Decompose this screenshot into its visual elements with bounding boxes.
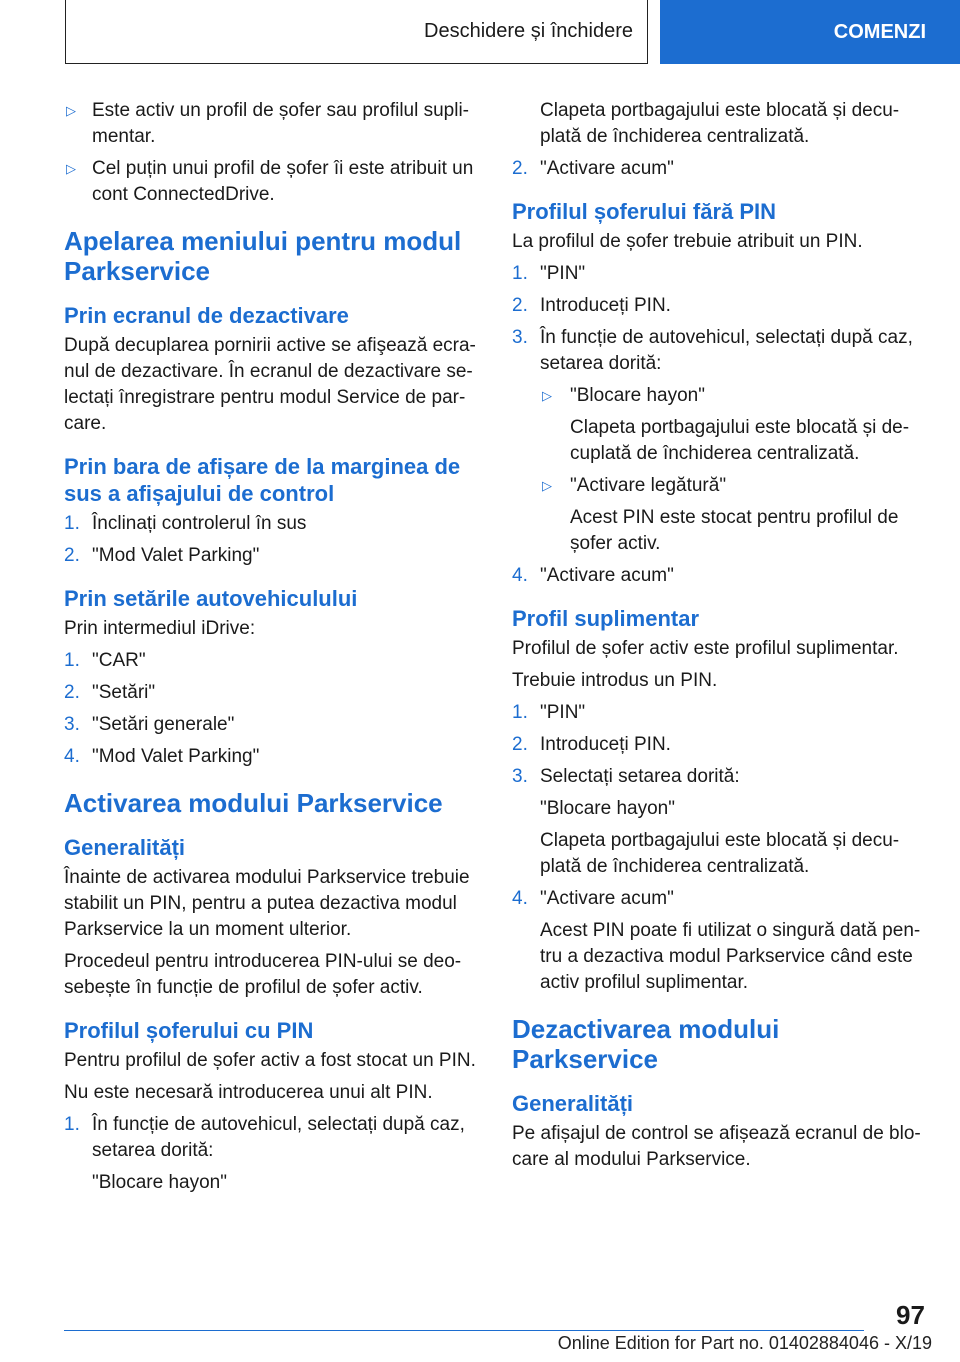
list-item [512,732,926,758]
list-item-text: "Activare acum" [540,888,674,909]
section-heading: Activarea modului Parkservice [64,788,443,818]
subsection-heading: Profil suplimentar [512,606,700,631]
list-number: 2. [512,158,528,179]
list-item-text: "Activare acum" [540,565,674,586]
list-number: 3. [512,766,528,787]
list-item-text: "PIN" [540,702,586,723]
paragraph: Trebuie introdus un PIN. [512,670,718,691]
list-item [512,261,926,287]
list-item [512,700,926,726]
subsection-heading: Profilul șoferului fără PIN [512,199,777,224]
list-number: 1. [64,1114,80,1135]
list-item-text: Introduceți PIN. [540,295,671,316]
list-subitem-detail: Clapeta portbagajului este blocată și decu-plată de închiderea centralizată. [540,830,900,877]
triangle-bullet-icon: ▷ [66,103,76,118]
header-section-label: Deschidere și închidere [424,20,633,42]
paragraph: Prin intermediul iDrive: [64,618,256,639]
paragraph: Înainte de activarea modului Parkservice trebuie stabilit un PIN, pentru a putea dezactiva modul Parkservice la un moment ulterior. [64,867,470,940]
list-continuation: Clapeta portbagajului este blocată și decu-plată de închiderea centralizată. [540,100,900,147]
paragraph: Nu este necesară introducerea unui alt PIN. [64,1082,433,1103]
list-subitem-detail: Acest PIN este stocat pentru profilul de șofer activ. [570,507,899,554]
list-item-text: "Mod Valet Parking" [92,746,260,767]
list-item [64,543,478,569]
right-column [512,98,926,1179]
footer-divider [64,1330,864,1331]
list-item [512,563,926,589]
list-item-text: Cel puțin unui profil de șofer îi este atribuit un cont ConnectedDrive. [92,158,474,205]
list-item [64,744,478,770]
list-item [512,293,926,319]
header-section-tab [65,0,648,64]
list-item-text: "Mod Valet Parking" [92,545,260,566]
list-item-text: "Activare legătură" [570,475,727,496]
paragraph: Pe afișajul de control se afișează ecranul de blo-care al modului Parkservice. [512,1123,921,1170]
subsection-heading: Prin setările autovehiculului [64,586,358,611]
list-subitem-detail: Clapeta portbagajului este blocată și de-cuplată de închiderea centralizată. [570,417,910,464]
list-subitem: "Blocare hayon" [92,1172,227,1193]
list-item [64,680,478,706]
list-item [512,325,926,377]
section-heading: Apelarea meniului pentru modul Parkservice [64,226,462,286]
list-item [512,764,926,790]
left-column [64,98,478,1202]
list-item-text: Este activ un profil de șofer sau profilul supli-mentar. [92,100,470,147]
section-heading: Dezactivarea modului Parkservice [512,1014,780,1074]
list-item [64,648,478,674]
paragraph: Pentru profilul de șofer activ a fost stocat un PIN. [64,1050,476,1071]
list-item-text: În funcție de autovehicul, selectați după caz, setarea dorită: [540,327,913,374]
paragraph: Profilul de șofer activ este profilul suplimentar. [512,638,899,659]
list-item [512,156,926,182]
list-item-text: "Setări generale" [92,714,235,735]
list-number: 2. [512,295,528,316]
list-number: 1. [512,263,528,284]
list-number: 2. [64,545,80,566]
paragraph: După decuplarea pornirii active se afişează ecra-nul de dezactivare. În ecranul de dezactivare se-lectați înregistrare pentru modul Service de par-care. [64,335,476,434]
footer-edition: Online Edition for Part no. 01402884046 - X/19 [557,1333,932,1353]
list-number: 1. [64,513,80,534]
list-item [64,156,478,208]
list-number: 2. [512,734,528,755]
list-number: 1. [512,702,528,723]
triangle-bullet-icon: ▷ [66,161,76,176]
paragraph: Procedeul pentru introducerea PIN-ului se deo-sebește în funcție de profilul de șofer activ. [64,951,462,998]
subsection-heading: Generalități [512,1091,634,1116]
list-item-text: "Blocare hayon" [570,385,705,406]
list-number: 4. [64,746,80,767]
list-item-text: În funcție de autovehicul, selectați după caz, setarea dorită: [92,1114,465,1161]
list-item-text: Introduceți PIN. [540,734,671,755]
list-item-text: "Setări" [92,682,156,703]
list-number: 2. [64,682,80,703]
list-number: 1. [64,650,80,671]
list-item-text: Selectați setarea dorită: [540,766,740,787]
list-item-text: "Activare acum" [540,158,674,179]
list-item-text: "PIN" [540,263,586,284]
list-item [64,511,478,537]
list-number: 4. [512,565,528,586]
list-number: 3. [64,714,80,735]
list-item-text: "CAR" [92,650,146,671]
list-item-text: Înclinați controlerul în sus [92,513,307,534]
subsection-heading: Prin bara de afișare de la marginea de sus a afișajului de control [64,454,461,506]
list-subitem: "Blocare hayon" [540,798,675,819]
list-item [512,886,926,912]
subsection-heading: Generalități [64,835,186,860]
list-item [64,712,478,738]
list-number: 3. [512,327,528,348]
list-subitem [512,473,926,499]
subsection-heading: Prin ecranul de dezactivare [64,303,349,328]
list-item [64,1112,478,1164]
header-chapter-label: COMENZI [833,20,926,43]
subsection-heading: Profilul șoferului cu PIN [64,1018,314,1043]
triangle-bullet-icon: ▷ [542,388,552,403]
list-subitem [512,383,926,409]
list-subitem-detail: Acest PIN poate fi utilizat o singură dată pen-tru a dezactiva modul Parkservice când este activ profilul suplimentar. [540,920,921,993]
list-number: 4. [512,888,528,909]
page-number: 97 [896,1300,925,1330]
triangle-bullet-icon: ▷ [542,478,552,493]
paragraph: La profilul de șofer trebuie atribuit un PIN. [512,231,863,252]
header-chapter-tab [660,0,960,64]
list-item [64,98,478,150]
